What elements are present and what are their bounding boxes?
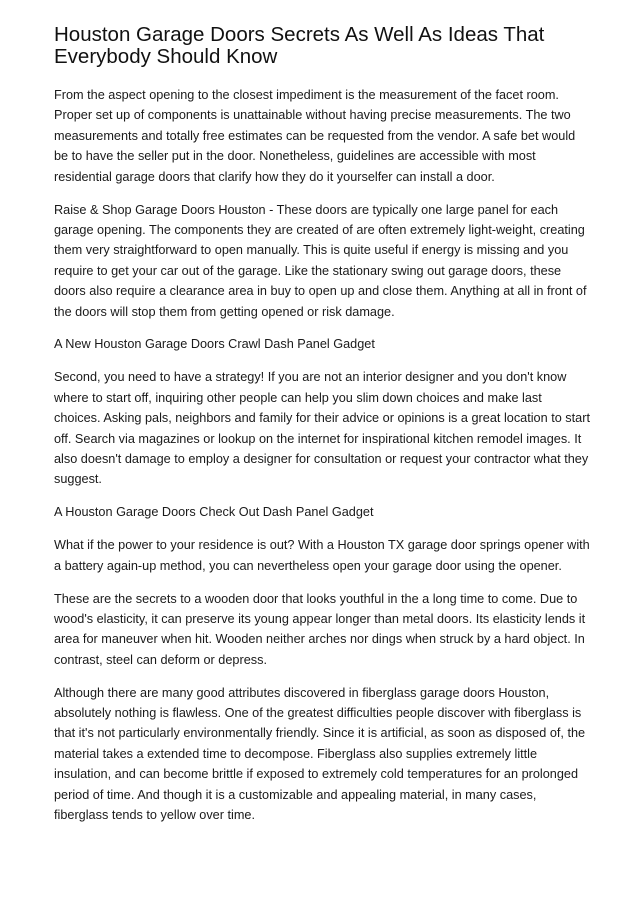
paragraph-3: Second, you need to have a strategy! If you are not an interior designer and you don't know where to start off, inquiring other people can help you slim down choices and make last choices. Asking pals, neighbors and family for their advice or opinions is a great location to start off. Search via magazines or lookup on the internet for inspirational kitchen remodel images. It also doesn't damage to employ a designer for consultation or request your contractor what they suggest. [54, 370, 590, 487]
subheading-2: A Houston Garage Doors Check Out Dash Panel Gadget [54, 505, 374, 520]
paragraph-6: Although there are many good attributes discovered in fiberglass garage doors Houston, absolutely nothing is flawless. One of the greatest difficulties people discover with fiberglass is that it's not particularly environmentally friendly. Since it is artificial, as soon as disposed of, the material takes a extended time to decompose. Fiberglass also supplies extremely little insulation, and can become brittle if exposed to extremely cold temperatures for an prolonged period of time. And though it is a customizable and appealing material, in many cases, fiberglass tends to yellow over time. [54, 685, 586, 823]
paragraph-2: Raise & Shop Garage Doors Houston - These doors are typically one large panel for each garage opening. The components they are created of are often extremely light-weight, creating them very straightforward to open manually. This is quite useful if energy is missing and you require to get your car out of the garage. Like the stationary swing out garage doors, these doors also require a clearance area in buy to open up and close them. Anything at all in front of the doors will stop them from getting opened or risk damage. [54, 202, 587, 319]
page-title: Houston Garage Doors Secrets As Well As Ideas That Everybody Should Know [54, 23, 545, 68]
subheading-1: A New Houston Garage Doors Crawl Dash Panel Gadget [54, 337, 375, 352]
paragraph-4: What if the power to your residence is out? With a Houston TX garage door springs opener with a battery again-up method, you can nevertheless open your garage door using the opener. [54, 538, 590, 573]
document-page [54, 24, 590, 838]
paragraph-5: These are the secrets to a wooden door that looks youthful in the a long time to come. Due to wood's elasticity, it can preserve its young appear longer than metal doors. Its elasticity lends it area for maneuver when hit. Wooden neither arches nor dings when struck by a hard object. In contrast, steel can deform or depress. [54, 591, 586, 667]
paragraph-1: From the aspect opening to the closest impediment is the measurement of the facet room. Proper set up of components is unattainable without having precise measurements. The two measurements and totally free estimates can be requested from the vendor. A safe bet would be to have the seller put in the door. Nonetheless, guidelines are accessible with most residential garage doors that clarify how they do it yourselfer can install a door. [54, 88, 576, 184]
